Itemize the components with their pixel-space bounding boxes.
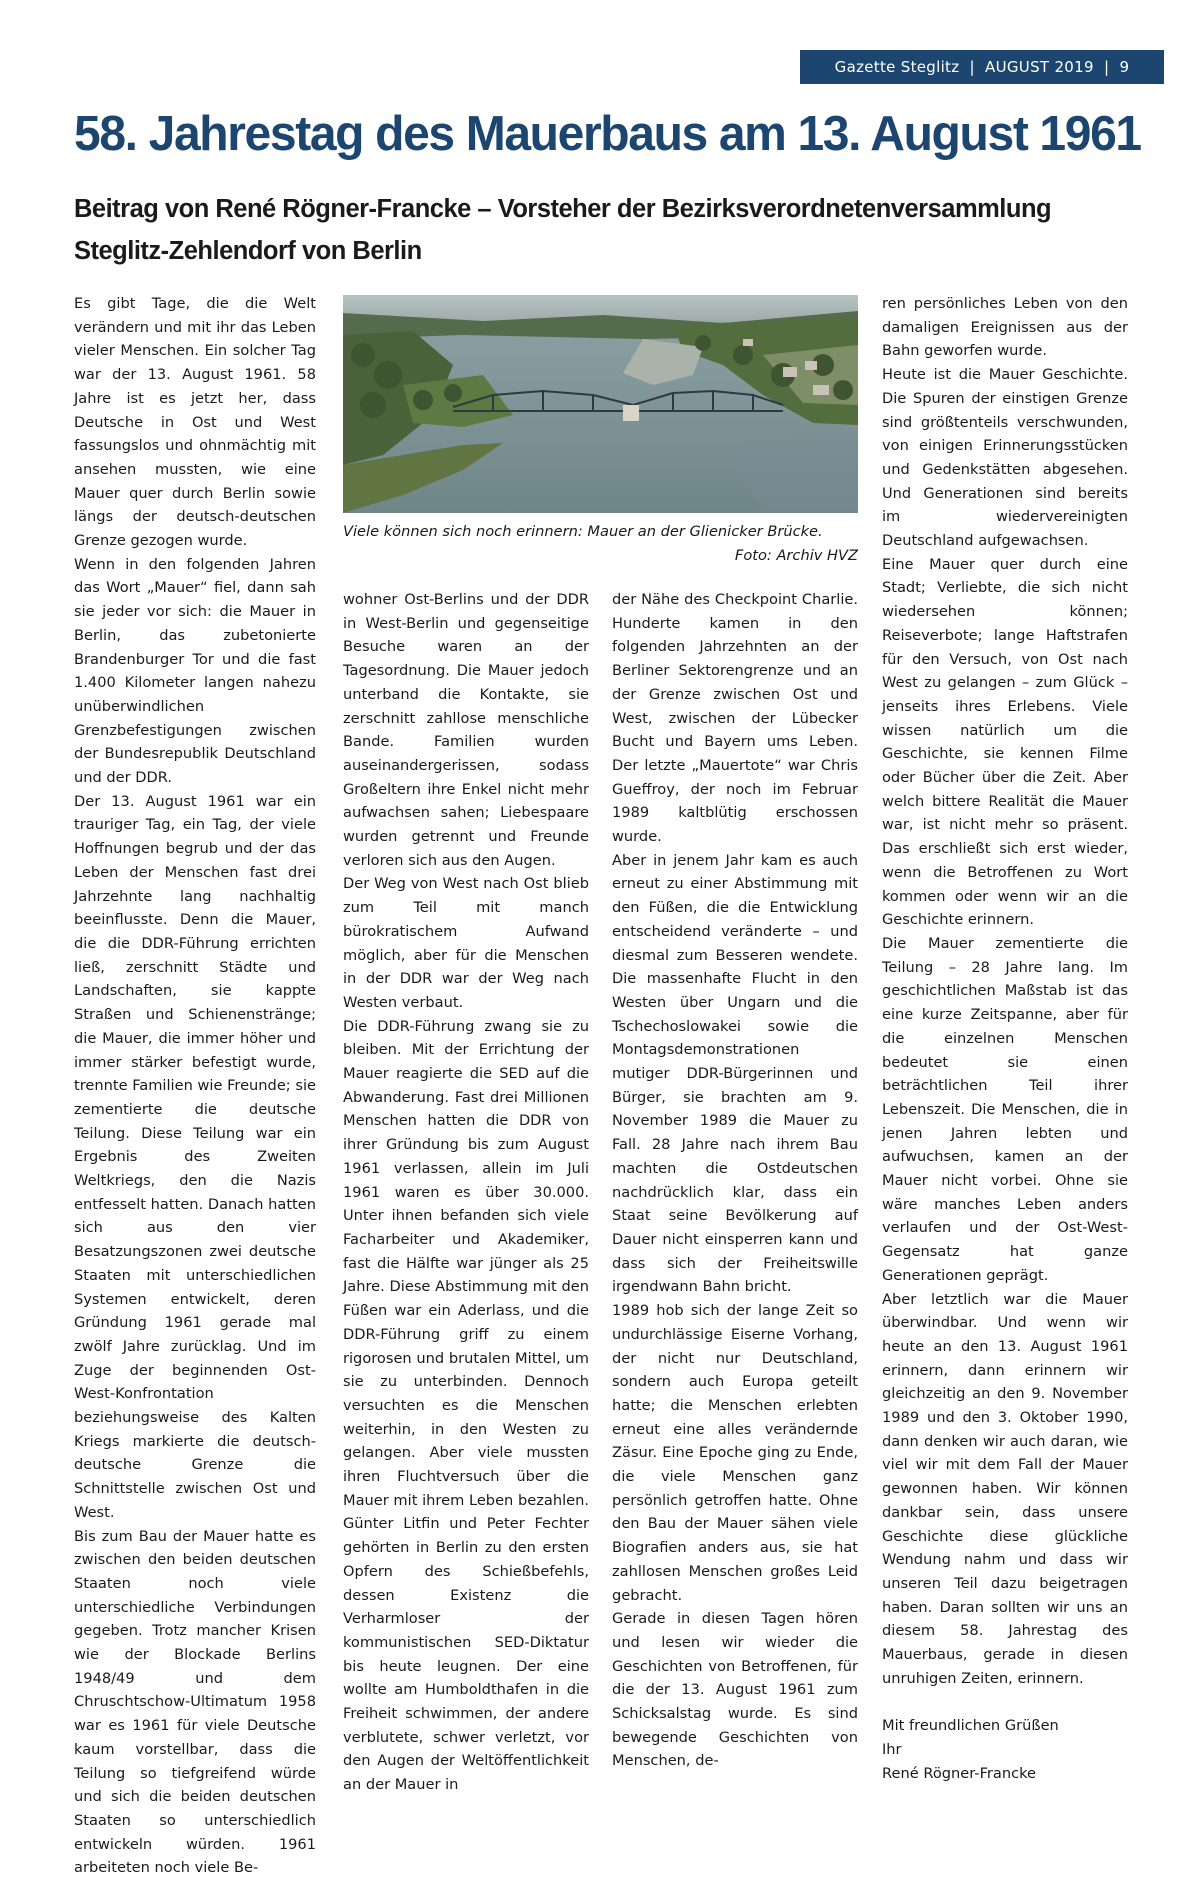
paragraph: Es gibt Tage, die die Welt verändern und mit ihr das Leben vieler Menschen. Ein solcher Tag war der 13. August 1961. 58 Jahre ist es jetzt her, dass Deutsche in Ost und West fassungslos und ohnmächtig mit ansehen mussten, wie eine Mauer quer durch Berlin sowie längs der deutsch-deutschen Grenze gezogen wurde. bbox=[74, 295, 316, 550]
caption-text: Viele können sich noch erinnern: Mauer an der Glienicker Brücke. bbox=[343, 523, 823, 540]
paragraph: Eine Mauer quer durch eine Stadt; Verliebte, die sich nicht wiedersehen können; Reiseverbote; lange Haftstrafen für den Versuch, von Ost nach West zu gelangen – zum Glück – jenseits ihres Erlebens. Viele wissen natürlich um die Geschichte, sie kennen Filme oder Bücher über die Zeit. Aber welch bittere Realität die Mauer war, ist nicht mehr so präsent. Das erschließt sich erst wieder, wenn die Betroffenen zu Wort kommen oder wenn wir an die Geschichte erinnern. bbox=[882, 555, 1128, 929]
photo-credit: Foto: Archiv HVZ bbox=[734, 547, 858, 564]
closing-signature bbox=[882, 1714, 1128, 1785]
paragraph: Wenn in den folgenden Jahren das Wort „Mauer“ fiel, dann sah sie jeder vor sich: die Mauer in Berlin, das zubetonierte Brandenburger Tor und die fast 1.400 Kilometer langen nahezu unüberwindlichen Grenzbefestigungen zwischen der Bundesrepublik Deutschland und der DDR. bbox=[74, 555, 316, 787]
subtitle-line-2: Steglitz-Zehlendorf von Berlin bbox=[74, 237, 422, 265]
paragraph: Bis zum Bau der Mauer hatte es zwischen den beiden deutschen Staaten noch viele unterschiedliche Verbindungen gegeben. Trotz mancher Krisen wie der Blockade Berlins 1948/49 und dem Chruschtschow-Ultimatum 1958 war es 1961 für viele Deutsche kaum vorstellbar, dass die Teilung so tiefgreifend würde und sich die beiden deutschen Staaten so unterschiedlich entwickeln würden. 1961 arbeiteten noch viele Be- bbox=[74, 1527, 316, 1877]
paragraph: ren persönliches Leben von den damaligen Ereignissen aus der Bahn geworfen wurde. bbox=[882, 295, 1128, 360]
article-column-2 bbox=[343, 588, 589, 1797]
paragraph: 1989 hob sich der lange Zeit so undurchlässige Eiserne Vorhang, der nicht nur Deutschland, sondern auch Europa geteilt hatte; die Menschen erlebten erneut eine alles verändernde Zäsur. Eine Epoche ging zu Ende, die viele Menschen ganz persönlich getroffen hatte. Ohne den Bau der Mauer sähen viele Biografien anders aus, sie hat zahllosen Menschen großes Leid gebracht. bbox=[612, 1302, 858, 1604]
page-header-bar: Gazette Steglitz | AUGUST 2019 | 9 bbox=[800, 50, 1164, 84]
closing-greeting: Mit freundlichen Grüßen bbox=[882, 1717, 1059, 1735]
article-column-1 bbox=[74, 292, 316, 1880]
paragraph: Der Weg von West nach Ost blieb zum Teil mit manch bürokratischem Aufwand möglich, aber für die Menschen in der DDR war der Weg nach Westen verbaut. bbox=[343, 875, 589, 1011]
article-column-3 bbox=[612, 588, 858, 1773]
glienicke-bridge-aerial-photo bbox=[343, 295, 858, 513]
paragraph: Die Mauer zementierte die Teilung – 28 Jahre lang. Im geschichtlichen Maßstab ist das eine kurze Zeitspanne, aber für die einzelnen Menschen bedeutet sie einen beträchtlichen Teil ihrer Lebenszeit. Die Menschen, die in jenen Jahren lebten und aufwuchsen, kamen an der Mauer nicht vorbei. Ohne sie wäre manches Leben anders verlaufen und der Ost-West-Gegensatz hat ganze Generationen geprägt. bbox=[882, 934, 1128, 1284]
author-name: René Rögner-Francke bbox=[882, 1764, 1037, 1782]
subtitle-line-1: Beitrag von René Rögner-Francke – Vorsteher der Bezirksverordnetenversammlung bbox=[74, 195, 1052, 223]
issue-date: AUGUST 2019 bbox=[985, 58, 1094, 76]
paragraph: wohner Ost-Berlins und der DDR in West-Berlin und gegenseitige Besuche waren an der Tagesordnung. Die Mauer jedoch unterband die Kontakte, sie zerschnitt zahllose menschliche Bande. Familien wurden auseinandergerissen, sodass Großeltern ihre Enkel nicht mehr aufwachsen sahen; Liebespaare wurden getrennt und Freunde verloren sich aus den Augen. bbox=[343, 591, 589, 869]
paragraph: Heute ist die Mauer Geschichte. Die Spuren der einstigen Grenze sind größtenteils verschwunden, von einigen Erinnerungsstücken und Gedenkstätten abgesehen. Und Generationen sind bereits im wiedervereinigten Deutschland aufgewachsen. bbox=[882, 366, 1128, 550]
paragraph: Aber in jenem Jahr kam es auch erneut zu einer Abstimmung mit den Füßen, die die Entwicklung entscheidend veränderte – und diesmal zum Besseren wendete. Die massenhafte Flucht in den Westen über Ungarn und die Tschechoslowakei sowie die Montagsdemonstrationen mutiger DDR-Bürgerinnen und Bürger, sie brachten am 9. November 1989 die Mauer zu Fall. 28 Jahre nach ihrem Bau machten die Ostdeutschen nachdrücklich klar, dass ein Staat seine Bevölkerung auf Dauer nicht einsperren kann und dass sich der Freiheitswille irgendwann Bahn bricht. bbox=[612, 851, 858, 1296]
publication-name: Gazette Steglitz bbox=[834, 58, 960, 76]
paragraph: der Nähe des Checkpoint Charlie. Hunderte kamen in den folgenden Jahrzehnten an der Berliner Sektorengrenze und an der Grenze zwischen Ost und West, zwischen der Lübecker Bucht und Bayern ums Leben. Der letzte „Mauertote“ war Chris Gueffroy, der noch im Februar 1989 kaltblütig erschossen wurde. bbox=[612, 591, 858, 846]
page-number: 9 bbox=[1119, 58, 1130, 76]
photo-caption bbox=[343, 520, 858, 568]
paragraph: Gerade in diesen Tagen hören und lesen wir wieder die Geschichten von Betroffenen, für die der 13. August 1961 zum Schicksalstag wurde. Es sind bewegende Geschichten von Menschen, de- bbox=[612, 1610, 858, 1770]
article-subtitle bbox=[74, 188, 1164, 272]
closing-word: Ihr bbox=[882, 1741, 902, 1759]
article-column-4 bbox=[882, 292, 1128, 1786]
article-title: 58. Jahrestag des Mauerbaus am 13. August 1961 bbox=[74, 107, 1141, 161]
article-photo bbox=[343, 295, 858, 513]
paragraph: Aber letztlich war die Mauer überwindbar. Und wenn wir heute an den 13. August 1961 erinnern, dann erinnern wir gleichzeitig an den 9. November 1989 und den 3. Oktober 1990, dann denken wir auch daran, wie viel wir mit dem Fall der Mauer gewonnen haben. Wir können dankbar sein, dass unsere Geschichte diese glückliche Wendung nahm und dass wir unseren Teil dazu beigetragen haben. Daran sollten wir uns an diesem 58. Jahrestag des Mauerbaus, gerade in diesen unruhigen Zeiten, erinnern. bbox=[882, 1290, 1128, 1687]
paragraph: Die DDR-Führung zwang sie zu bleiben. Mit der Errichtung der Mauer reagierte die SED auf die Abwanderung. Fast drei Millionen Menschen hatten die DDR von ihrer Gründung bis zum August 1961 verlassen, allein im Juli 1961 waren es über 30.000. Unter ihnen befanden sich viele Facharbeiter und Akademiker, fast die Hälfte war jünger als 25 Jahre. Diese Abstimmung mit den Füßen war ein Aderlass, und die DDR-Führung griff zu einem rigorosen und brutalen Mittel, um sie zu unterbinden. Dennoch versuchten es die Menschen weiterhin, in den Westen zu gelangen. Aber viele mussten ihren Fluchtversuch über die Mauer mit ihrem Leben bezahlen. Günter Litfin und Peter Fechter gehörten in Berlin zu den ersten Opfern des Schießbefehls, dessen Existenz die Verharmloser der kommunistischen SED-Diktatur bis heute leugnen. Der eine wollte am Humboldthafen in die Freiheit schwimmen, der andere verblutete, schwer verletzt, vor den Augen der Weltöffentlichkeit an der Mauer in bbox=[343, 1017, 589, 1794]
paragraph: Der 13. August 1961 war ein trauriger Tag, ein Tag, der viele Hoffnungen begrub und der das Leben der Menschen fast drei Jahrzehnte lang nachhaltig beeinflusste. Denn die Mauer, die die DDR-Führung errichten ließ, zerschnitt Städte und Landschaften, sie kappte Straßen und Schienenstränge; die Mauer, die immer höher und immer stärker befestigt wurde, trennte Familien wie Freunde; sie zementierte die deutsche Teilung. Diese Teilung war ein Ergebnis des Zweiten Weltkriegs, den die Nazis entfesselt hatten. Danach hatten sich aus den vier Besatzungszonen zwei deutsche Staaten mit unterschiedlichen Systemen entwickelt, deren Gründung 1961 gerade mal zwölf Jahre zurücklag. Und im Zuge der beginnenden Ost-West-Konfrontation beziehungsweise des Kalten Kriegs markierte die deutsch-deutsche Grenze die Schnittstelle zwischen Ost und West. bbox=[74, 792, 316, 1521]
